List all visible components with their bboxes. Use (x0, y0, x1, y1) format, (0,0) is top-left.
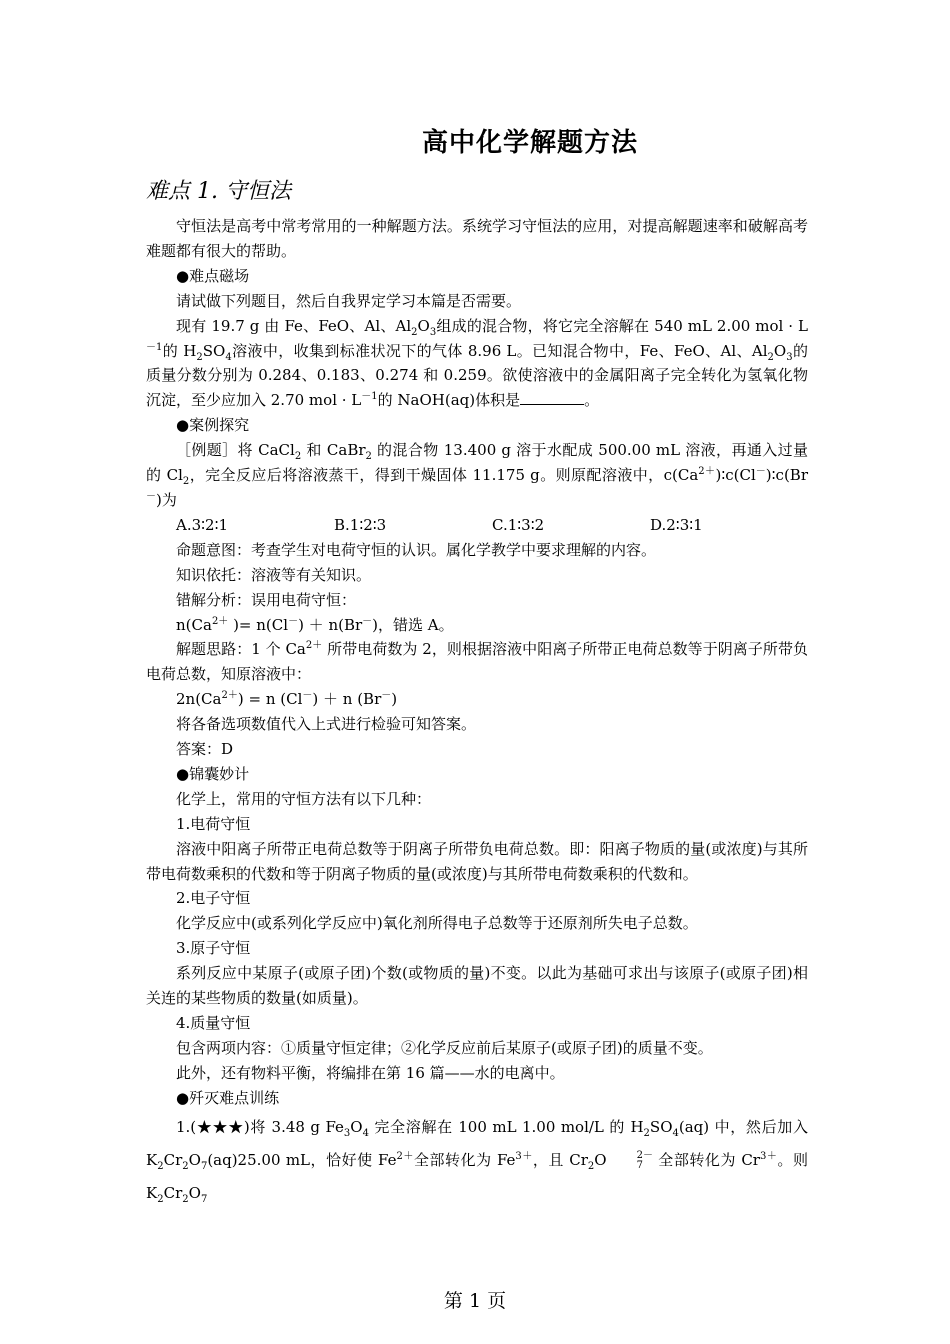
wrong-analysis: 错解分析：误用电荷守恒： (176, 590, 357, 609)
answer-blank (520, 390, 584, 405)
heading-difficulty-field: ●难点磁场 (176, 266, 250, 285)
page-number: 第 1 页 (443, 1290, 507, 1312)
check-paragraph: 将各备选项数值代入上式进行检验可知答案。 (176, 715, 477, 734)
example-paragraph: ［例题］将 CaCl$_2$ 和 CaBr$_2$ 的混合物 13.400 g 溶于水配成 500.00 mL 溶液，再通入过量的 $Cl_2$，完全反应后将溶液蒸干，得到干燥固体 11.175 g。则原配溶液中，$c(Ca^{2+})∶c(Cl^-)∶c(Br^-)$为 (146, 441, 808, 509)
heading-case-study: ●案例探究 (176, 416, 250, 435)
solution-equation: $2n(Ca^{2+}) = n$ (Cl－) ＋ n (Br－) (176, 690, 398, 709)
try-paragraph: 请试做下列题目，然后自我界定学习本篇是否需要。 (176, 291, 522, 310)
intent-paragraph: 命题意图：考查学生对电荷守恒的认识。属化学教学中要求理解的内容。 (176, 540, 657, 559)
solution-idea: 解题思路：1 个 $Ca^{2+}$ 所带电荷数为 2，则根据溶液中阳离子所带正电荷总数等于阴离子所带负电荷总数，知原溶液中： (146, 640, 808, 684)
method-1-text: 溶液中阳离子所带正电荷总数等于阴离子所带负电荷总数。即：阳离子物质的量(或浓度)与其所带电荷数乘积的代数和等于阴离子物质的量(或浓度)与其所带电荷数乘积的代数和。 (146, 839, 808, 883)
wrong-equation: $n(Ca^{2+}$ )= n(Cl－) ＋ n(Br－)，错选 A。 (176, 615, 454, 634)
method-3-title: 3.原子守恒 (176, 939, 251, 958)
heading-tips: ●锦囊妙计 (176, 764, 250, 783)
methods-intro: 化学上，常用的守恒方法有以下几种： (176, 789, 432, 808)
method-2-title: 2.电子守恒 (176, 889, 251, 908)
heading-training: ●歼灭难点训练 (176, 1088, 280, 1107)
method-3-text: 系列反应中某原子(或原子团)个数(或物质的量)不变。以此为基础可求出与该原子(或原子团)相关连的某些物质的数量(如质量)。 (146, 964, 808, 1008)
basis-paragraph: 知识依托：溶液等有关知识。 (176, 565, 372, 584)
option-c: C.1∶3∶2 (492, 515, 545, 534)
option-a: A.3∶2∶1 (176, 515, 229, 534)
method-4-text: 包含两项内容：①质量守恒定律；②化学反应前后某原子(或原子团)的质量不变。 (176, 1038, 713, 1057)
answer-paragraph: 答案：D (176, 740, 234, 759)
problem-paragraph: 现有 19.7 g 由 Fe、FeO、Al、$Al_2O_3$组成的混合物，将它完全溶解在 540 mL 2.00 mol · $L^{-1}$的 $H_2SO_4$溶液中，收集到标准状况下的气体 8.96 L。已知混合物中，Fe、FeO、Al、$Al_2O_3$的质量分数分别为 0.284、0.183、0.274 和 0.259。欲使溶液中的金属阳离子完全转化为氢氧化物沉淀，至少应加入 2.70 mol · $L^{-1}$的 NaOH(aq)体积是 。 (146, 316, 809, 410)
intro-paragraph: 守恒法是高考中常考常用的一种解题方法。系统学习守恒法的应用，对提高解题速率和破解高考难题都有很大的帮助。 (146, 217, 808, 260)
option-b: B.1∶2∶3 (334, 515, 387, 534)
dichromate-charge: 2－ 7 (636, 1149, 653, 1171)
question-1: 1.(★★★)将 3.48 g $Fe_3O_4$ 完全溶解在 100 mL 1.00 mol/L 的 $H_2SO_4(aq)$ 中，然后加入 $K_2Cr_2O_7(aq)25.00$ mL，恰好使 $Fe^{2+}$全部转化为 $Fe^{3+}$，且 $Cr_2O$ 2－ 7 全部转化为 $Cr^{3+}$。则 $K_2Cr_2O_7$ (146, 1117, 808, 1205)
page-title: 高中化学解题方法 (421, 128, 638, 158)
document-body (146, 214, 808, 1210)
answer-options (146, 513, 808, 538)
method-4-title: 4.质量守恒 (176, 1014, 251, 1032)
method-2-text: 化学反应中(或系列化学反应中)氧化剂所得电子总数等于还原剂所失电子总数。 (176, 914, 698, 933)
method-extra: 此外，还有物料平衡，将编排在第 16 篇——水的电离中。 (176, 1063, 565, 1082)
section-heading: 难点 1. 守恒法 (146, 179, 291, 204)
method-1-title: 1.电荷守恒 (176, 814, 251, 833)
option-d: D.2∶3∶1 (650, 515, 703, 534)
